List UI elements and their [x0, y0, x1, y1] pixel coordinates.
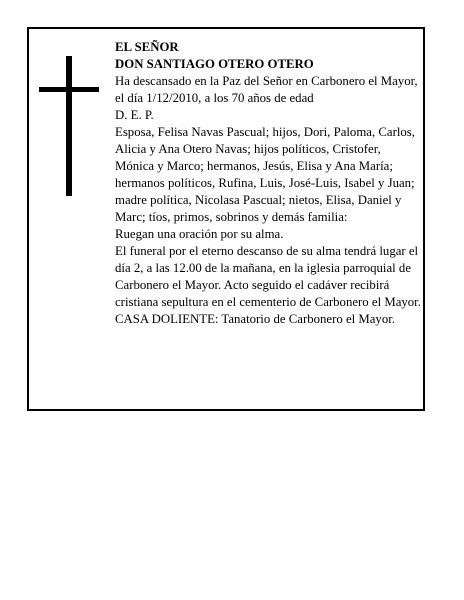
- dep-line: D. E. P.: [115, 108, 154, 122]
- death-announcement: Ha descansado en la Paz del Señor en Carbonero el Mayor, el día 1/12/2010, a los 70 años de edad: [115, 74, 418, 105]
- funeral-details: El funeral por el eterno descanso de su alma tendrá lugar el día 2, a las 12.00 de la mañana, en la iglesia parroquial de Carbonero el Mayor. Acto seguido el cadáver recibirá cristiana sepultura en el cementerio de Carbonero el Mayor.: [115, 244, 421, 309]
- prayer-request: Ruegan una oración por su alma.: [115, 227, 284, 241]
- mourning-house: CASA DOLIENTE: Tanatorio de Carbonero el Mayor.: [115, 312, 395, 326]
- family-list: Esposa, Felisa Navas Pascual; hijos, Dori, Paloma, Carlos, Alicia y Ana Otero Navas; hijos políticos, Cristofer, Mónica y Marco; hermanos, Jesús, Elisa y Ana María; hermanos políticos, Rufina, Luis, José-Luis, Isabel y Juan; madre política, Nicolasa Pascual; nietos, Elisa, Daniel y Marc; tíos, primos, sobrinos y demás familia:: [115, 125, 415, 224]
- cross-icon-bar: [39, 87, 99, 92]
- cross-icon: [66, 56, 72, 196]
- heading-title: EL SEÑOR: [115, 40, 179, 54]
- obituary-notice: [27, 27, 425, 411]
- notice-text: [115, 39, 421, 328]
- deceased-name: DON SANTIAGO OTERO OTERO: [115, 57, 314, 71]
